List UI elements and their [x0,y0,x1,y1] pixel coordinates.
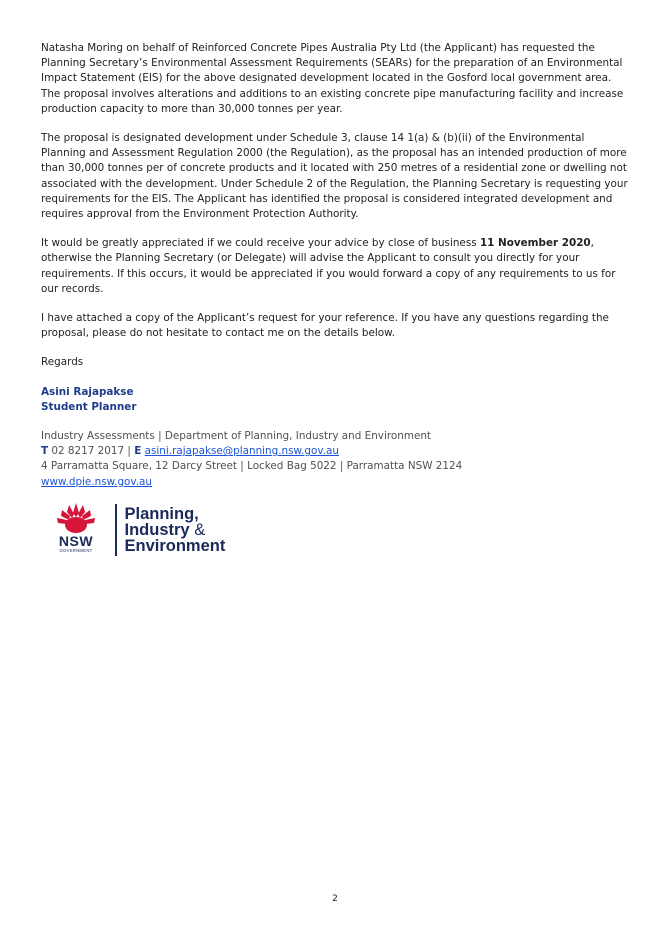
logo-ampersand: & [194,520,206,539]
paragraph-3-text-a: It would be greatly appreciated if we could receive your advice by close of business [41,237,480,250]
paragraph-4: I have attached a copy of the Applicant’s request for your reference. If you have any questions regarding the proposal, please do not hesitate to contact me on the details below. [41,312,609,340]
waratah-icon [51,501,101,535]
nsw-government-logo [41,501,111,559]
dpie-wordmark [125,506,226,554]
website-line [41,475,631,490]
signatory-name: Asini Rajapakse [41,385,134,398]
department-line: Industry Assessments | Department of Planning, Industry and Environment [41,430,431,443]
nsw-wordmark: NSW [58,532,94,549]
nsw-dpie-logo [41,500,631,560]
phone-number: 02 8217 2017 | [48,445,135,458]
phone-label: T [41,445,49,458]
paragraph-3 [41,236,631,297]
signatory-title: Student Planner [41,400,137,413]
signature-block [41,385,631,415]
page-number: 2 [332,894,338,904]
logo-industry-word: Industry [124,520,190,539]
paragraph-1: Natasha Moring on behalf of Reinforced Concrete Pipes Australia Pty Ltd (the Applicant) has requested the Planning Secretary’s Environmental Assessment Requirements (SEARs) for the preparation of an Environmental Impact Statement (EIS) for the above designated development located in the Gosford local government area. The proposal involves alterations and additions to an existing concrete pipe manufacturing facility and increase production capacity to more than 30,000 tonnes per year. [41,42,624,115]
letter-body [41,41,631,560]
sign-off: Regards [41,356,84,369]
paragraph-2: The proposal is designated development under Schedule 3, clause 14 1(a) & (b)(ii) of the Environmental Planning and Assessment Regulation 2000 (the Regulation), as the proposal has an intended production of more than 30,000 tonnes per of concrete products and it located with 250 metres of a residential zone or dwelling not associated with the development. Under Schedule 2 of the Regulation, the Planning Secretary is requesting your requirements for the EIS. The Applicant has identified the proposal is considered integrated development and requires approval from the Environment Protection Authority. [41,132,628,221]
logo-divider [115,504,117,556]
logo-line-environment: Environment [124,536,226,555]
email-link[interactable]: asini.rajapakse@planning.nsw.gov.au [144,445,339,458]
government-wordmark: GOVERNMENT [59,547,93,553]
deadline-date: 11 November 2020 [479,237,591,250]
logo-line-industry [125,522,226,538]
paragraph-3-text-b: , otherwise the Planning Secretary (or Delegate) will advise the Applicant to consult you directly for your requirements. If this occurs, it would be appreciated if you would forward a copy of any requirements to us for our records. [41,237,616,295]
email-label: E [134,445,142,458]
logo-line-planning: Planning, [124,504,199,523]
phone-email-line [41,444,631,459]
website-link[interactable]: www.dpie.nsw.gov.au [41,475,153,488]
address-line: 4 Parramatta Square, 12 Darcy Street | Locked Bag 5022 | Parramatta NSW 2124 [41,460,463,473]
